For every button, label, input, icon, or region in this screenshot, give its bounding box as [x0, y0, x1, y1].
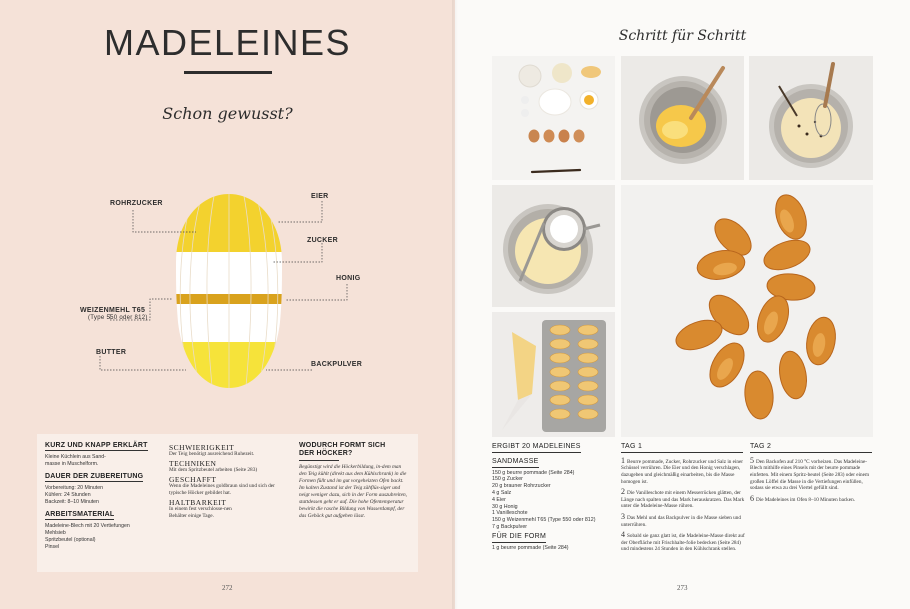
ingredient-item: 150 g Zucker — [492, 476, 523, 483]
step-3 — [621, 511, 745, 528]
hoecker-text: Begünstigt wird die Höckerbildung, in-dem man den Teig kühlt (direkt aus dem Kühlschrank) in die Formen füllt und im gut vorgeheizten Ofen backt. Im kalten Zustand ist der Teig zähflüs-siger und neigt weniger dazu, sich in der Form auszubreiten, stattdessen geht er auf. Die hohe Ofentemperatur bewirkt die rasche Bildung von Wasserdampf, der das Gebäck gut aufgehen lässt. — [299, 464, 407, 519]
step-1 — [621, 455, 745, 485]
haltbarkeit-text: In einem fest verschlosse-nen Behälter einige Tage. — [169, 506, 232, 519]
photo-sieve — [492, 185, 615, 307]
photo-madeleines — [621, 185, 873, 437]
label-rohrzucker: ROHRZUCKER — [110, 200, 163, 207]
hoecker-heading: WODURCH FORMT SICH DER HÖCKER? — [299, 442, 386, 457]
form-heading: FÜR DIE FORM — [492, 534, 546, 543]
step-text: Den Backofen auf 210 °C vorheizen. Das Madeleine-Blech mithilfe eines Pinsels mit der beurre pommade einfetten. Mit einem Spritz-beutel (Seite 283) oder einem großen Löffel die Masse in die Vertiefungen einfüllen, sodass sie etwa zu drei Viertel gefüllt sind. — [750, 458, 869, 492]
segment-honig — [170, 294, 290, 304]
step-number: 6 — [750, 493, 754, 503]
step-4 — [621, 532, 745, 553]
material-line: Spritzbeutel (optional) — [45, 537, 96, 543]
step-text: Die Vanilleschote mit einem Messerrücken glätten, der Länge nach spalten und das Mark herauskratzen. Das Mark unter die Madeleine-Masse rühren. — [621, 490, 745, 510]
step-number: 2 — [621, 487, 625, 497]
step-5 — [750, 455, 874, 492]
page-number-right: 273 — [677, 584, 688, 592]
techniken-heading: TECHNIKEN — [169, 459, 217, 468]
ingredient-item: 7 g Backpulver — [492, 523, 528, 530]
dauer-line: Kühlen: 24 Stunden — [45, 492, 91, 498]
segment-butter — [170, 342, 290, 392]
label-backpulver: BACKPULVER — [311, 361, 363, 368]
ingredients-illustration — [492, 56, 615, 180]
dauer-line: Vorbereitung: 20 Minuten — [45, 485, 103, 491]
kurz-heading: KURZ UND KNAPP ERKLÄRT — [45, 442, 148, 449]
tag1-heading: TAG 1 — [621, 444, 743, 453]
label-butter: BUTTER — [96, 349, 127, 356]
info-column-1 — [45, 442, 160, 551]
schwierigkeit-text: Der Teig benötigt ausreichend Ruhezeit. — [169, 451, 255, 457]
photo-bowl-whisk — [749, 56, 873, 180]
page-title: MADELEINES — [103, 22, 352, 63]
label-honig: HONIG — [336, 275, 361, 282]
label-zucker: ZUCKER — [307, 237, 338, 244]
ingredient-item: 150 g Weizenmehl T65 (Type 550 oder 812) — [492, 517, 596, 524]
material-heading: ARBEITSMATERIAL — [45, 511, 115, 518]
segment-eier — [170, 252, 290, 294]
step-text: Die Madeleines im Ofen 8–10 Minuten backen. — [756, 496, 855, 503]
ingredient-item: 1 Vanilleschote — [492, 510, 528, 517]
step-number: 3 — [621, 511, 625, 521]
page-number-left: 272 — [222, 584, 233, 592]
ingredient-item: 4 Eier — [492, 496, 506, 503]
tag2-heading: TAG 2 — [750, 444, 872, 453]
subtitle: Schon gewusst? — [162, 104, 293, 123]
label-weizenmehl-note: (Type 550 oder 812) — [88, 315, 148, 321]
step-number: 1 — [621, 455, 625, 465]
ingredient-item: 150 g beurre pommade (Seite 284) — [492, 469, 575, 476]
photo-bowl-butter — [621, 56, 744, 180]
tag2-column — [750, 444, 874, 507]
label-eier: EIER — [311, 193, 329, 200]
mold-illustration — [492, 312, 615, 437]
material-line: Madeleine-Blech mit 20 Vertiefungen — [45, 523, 130, 529]
step-6 — [750, 493, 874, 504]
madeleines-illustration — [621, 185, 873, 437]
bowl-butter-illustration — [621, 56, 744, 180]
info-column-3 — [299, 442, 407, 520]
step-number: 4 — [621, 530, 625, 540]
sieve-illustration — [492, 185, 615, 307]
step-number: 5 — [750, 455, 754, 465]
ingredient-item: 20 g brauner Rohrzucker — [492, 483, 551, 490]
techniken-text: Mit dem Spritzbeutel arbeiten (Seite 283) — [169, 467, 258, 473]
step-text: Sobald sie ganz glatt ist, die Madeleine-Masse direkt auf der Oberfläche mit Frischhalte-folie bedecken (Seite 284) und mindestens 24 Stunden in den Kühlschrank stellen. — [621, 533, 745, 553]
ingredient-item: 30 g Honig — [492, 503, 518, 510]
madeleine-infographic — [0, 0, 455, 430]
photo-ingredients — [492, 56, 615, 180]
material-line: Mehlsieb — [45, 530, 66, 536]
ergibt-heading: ERGIBT 20 MADELEINES — [492, 444, 581, 453]
material-line: Pinsel — [45, 544, 60, 550]
ingredient-item: 4 g Salz — [492, 489, 512, 496]
bowl-whisk-illustration — [749, 56, 873, 180]
recipe-column — [492, 444, 610, 551]
info-column-2 — [169, 442, 284, 520]
label-weizenmehl-text: WEIZENMEHL T65 — [80, 307, 146, 314]
label-weizenmehl — [80, 307, 148, 321]
kurz-text: Kleine Küchlein aus Sand-masse in Muschelform. — [45, 454, 106, 467]
hoecker-underline — [299, 460, 339, 461]
dauer-heading: DAUER DER ZUBEREITUNG — [45, 473, 144, 480]
photo-mold — [492, 312, 615, 437]
haltbarkeit-heading: HALTBARKEIT — [169, 498, 227, 507]
info-box — [37, 434, 418, 572]
step-text: Beurre pommade, Zucker, Rohrzucker und Salz in einer Schüssel verrühren. Die Eier und den Honig verschlagen, dazugeben und gleichmäßig einarbeiten, bis die Masse homogen ist. — [621, 458, 744, 485]
step-2 — [621, 489, 745, 510]
dauer-line: Backzeit: 8–10 Minuten — [45, 499, 99, 505]
geschafft-text: Wenn die Madeleines goldbraun sind und sich der typische Höcker gebildet hat. — [169, 483, 275, 496]
segment-rohrzucker — [170, 190, 290, 252]
schwierigkeit-heading: SCHWIERIGKEIT — [169, 443, 235, 452]
sandmasse-heading: SANDMASSE — [492, 459, 539, 468]
tag1-column — [621, 444, 745, 557]
segment-weizenmehl — [170, 304, 290, 342]
form-item: 1 g beurre pommade (Seite 284) — [492, 544, 569, 551]
step-text: Das Mehl und das Backpulver in die Masse sieben und unterrühren. — [621, 514, 741, 528]
steps-title: Schritt für Schritt — [618, 28, 747, 44]
geschafft-heading: GESCHAFFT — [169, 475, 217, 484]
book-spine — [452, 0, 458, 609]
